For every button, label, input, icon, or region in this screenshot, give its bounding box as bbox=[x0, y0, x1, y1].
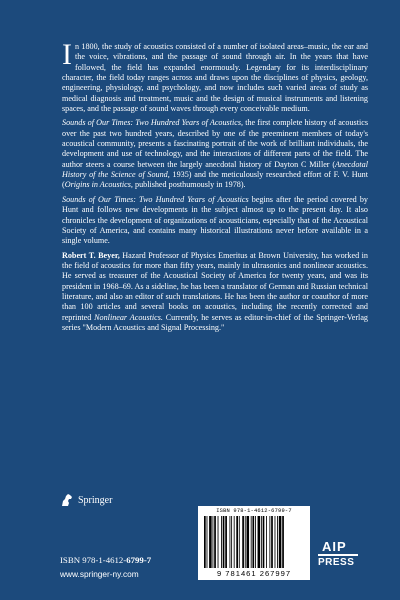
coverage-text: begins after the period covered by Hunt and follows new developments in the subject almost up to the present day. It also chronicles the development of organizations of acousticians, especially that of the Acoustical Society of America, and contains many historical illustrations never before available in a single volume. bbox=[62, 194, 368, 246]
description-text-a: the first complete history of acoustics over the past two hundred years, described by one of the preeminent members of today's acoustical community, presents a fascinating portrait of the work of brilliant individuals, the development and use of technology, and the interactions of different parts of the field. The author steers a course between the largely anecdotal history of Dayton C Miller ( bbox=[62, 118, 368, 169]
intro-paragraph bbox=[62, 38, 368, 114]
author-name: Robert T. Beyer, bbox=[62, 250, 120, 260]
barcode-isbn-line: ISBN 978-1-4612-6799-7 bbox=[216, 508, 292, 514]
isbn-suffix: 6799-7 bbox=[126, 555, 152, 565]
barcode-bars-icon bbox=[204, 516, 304, 568]
author-bio-paragraph bbox=[62, 251, 368, 334]
barcode bbox=[198, 506, 310, 580]
book-title-2: Sounds of Our Times: Two Hundred Years of Acoustics bbox=[62, 194, 249, 204]
isbn-label: ISBN 978-1-4612-6799-7 bbox=[60, 555, 152, 565]
springer-horse-icon bbox=[60, 493, 74, 507]
aip-logo-top: AIP bbox=[322, 539, 347, 554]
aip-press-logo bbox=[318, 539, 358, 572]
description-text-c: published posthumously in 1978). bbox=[132, 180, 246, 190]
nonlinear-acoustics-title: Nonlinear Acoustics. bbox=[94, 312, 163, 322]
aip-logo-divider bbox=[318, 554, 358, 556]
miller-book-title: Anecdotal History of the Science of Sound, bbox=[62, 159, 368, 180]
coverage-paragraph bbox=[62, 195, 368, 247]
book-title: Sounds of Our Times: Two Hundred Years of Acoustics, bbox=[62, 118, 244, 128]
hunt-book-title: Origins in Acoustics, bbox=[64, 180, 133, 190]
barcode-digits: 9 781461 267997 bbox=[216, 569, 292, 578]
back-cover-text bbox=[62, 38, 368, 337]
description-paragraph bbox=[62, 118, 368, 190]
springer-publisher-mark bbox=[60, 493, 112, 507]
aip-logo-bottom: PRESS bbox=[318, 557, 355, 568]
author-bio-text-a: Hazard Professor of Physics Emeritus at Brown University, has worked in the field of acoustics for more than fifty years, mainly in ultrasonics and nonlinear acoustics. He served as treasurer of the Acoustical Society of America for twenty years, and was its president in 1968–69. As a sideline, he has been a translator of German and Russian technical literature, and also an editor of such translations. He has been the author or coauthor of more than 100 articles and several books on acoustics, including the recently corrected and reprinted bbox=[62, 250, 368, 322]
intro-text: n 1800, the study of acoustics consisted of a number of isolated areas–music, the ear and the voice, vibrations, and the passage of sound through air. In the years that have followed, the field has expanded enormously. Legendary for its interdisciplinary character, the field today ranges across and draws upon the disciplines of physics, geology, engineering, physiology, and psychology, and now includes such varied areas of study as medical diagnosis and treatment, music and the design of musical instruments and listening spaces, and the passage of sound waves through every conceivable medium. bbox=[62, 42, 368, 114]
publisher-name: Springer bbox=[78, 494, 113, 506]
description-text-b: 1935) and the meticulously researched effort of F. V. Hunt ( bbox=[62, 170, 368, 190]
publisher-url: www.springer-ny.com bbox=[60, 569, 139, 579]
drop-cap: I bbox=[62, 38, 72, 71]
author-bio-text-b: Currently, he serves as editor-in-chief of the Springer-Verlag series "Modern Acoustics and Signal Processing." bbox=[62, 312, 368, 332]
